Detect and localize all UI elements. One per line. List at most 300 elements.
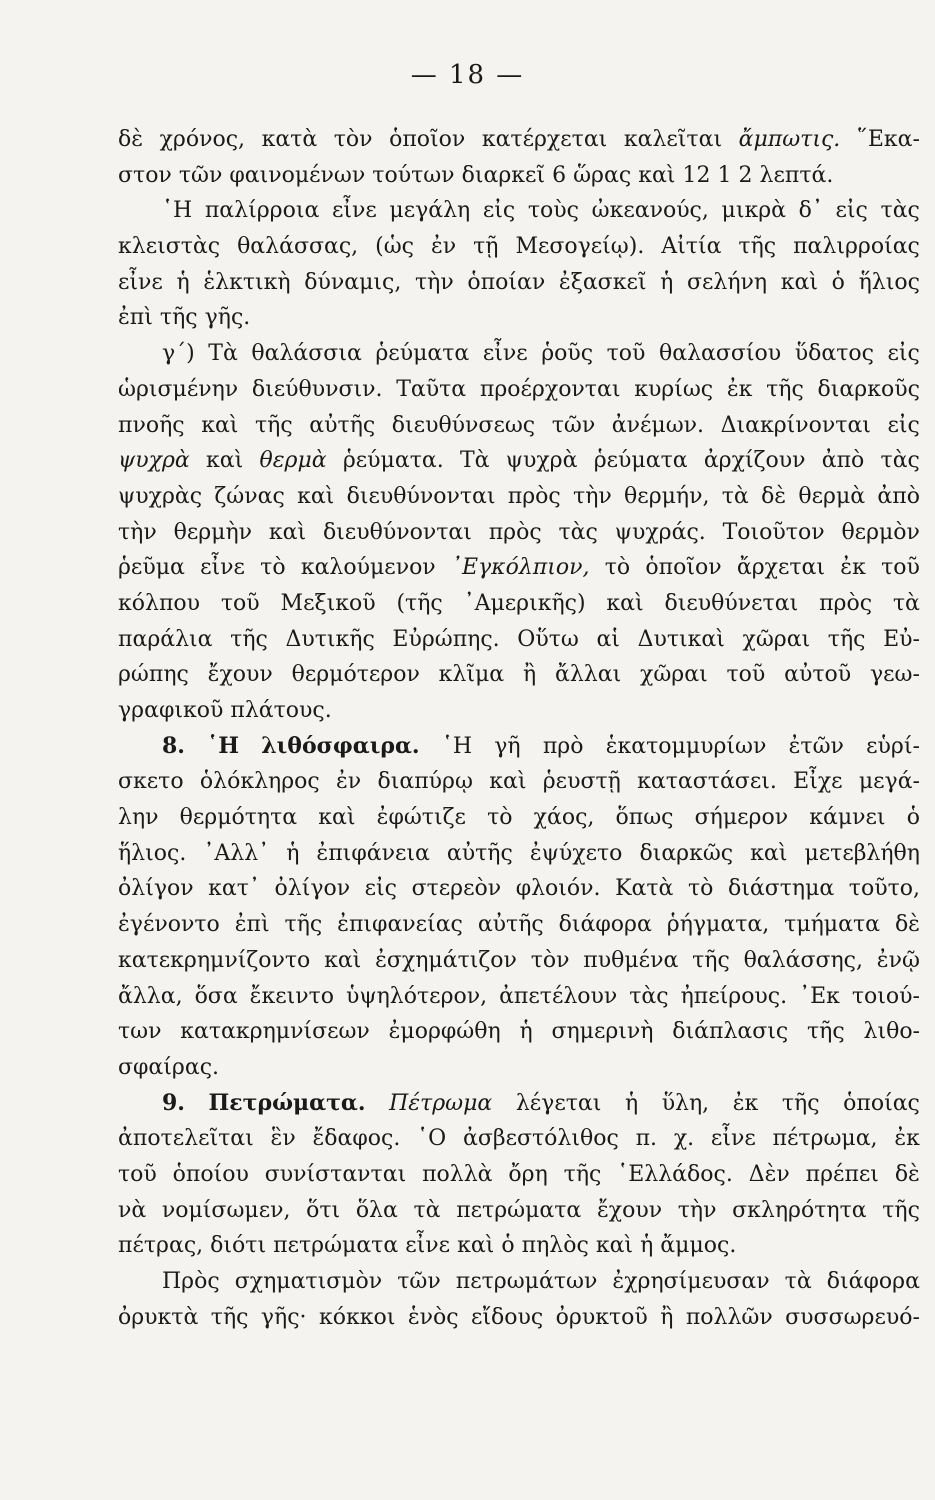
word: κατεκρημνίζοντο — [118, 947, 311, 973]
text-line — [118, 443, 920, 479]
word: παράλια — [118, 626, 213, 652]
word: εἶνε — [331, 198, 377, 224]
word: τῆς — [766, 376, 804, 402]
word: ὑψηλότερον, — [346, 983, 488, 1009]
word: πρὸς — [507, 483, 561, 509]
word: κάμνει — [809, 805, 886, 831]
word: αἱ — [596, 626, 620, 652]
word: παλίρροια — [204, 198, 320, 224]
word: εἶνε — [710, 1126, 756, 1152]
word: εἰς — [887, 341, 920, 367]
word: ῥεύματα — [375, 341, 470, 367]
word: τῶν — [397, 1269, 441, 1294]
word: 8. — [162, 732, 185, 759]
word: Δυτικαὶ — [637, 626, 725, 652]
word: ῾Η — [207, 732, 239, 759]
word: ὀλίγον — [118, 876, 194, 902]
word: ὠκεανούς, — [591, 198, 709, 224]
word: μεγάλη — [389, 198, 471, 224]
text-line — [118, 515, 920, 551]
word: ἐφώτιζε — [376, 805, 466, 831]
word: διαπύρῳ — [377, 769, 473, 795]
word: πολλῶν — [685, 1304, 773, 1330]
word: χ. — [673, 1126, 695, 1152]
word: Αἰτία — [661, 234, 722, 260]
word: δὲ — [118, 127, 144, 152]
word: εἶνε — [405, 1233, 451, 1259]
word: 6 — [552, 162, 567, 188]
word: ὅλα — [355, 1197, 398, 1223]
word: σημερινὴ — [551, 1019, 654, 1045]
word: Κατὰ — [615, 876, 674, 902]
word: ψυχρὰ — [505, 448, 578, 474]
word: πρὸς — [819, 590, 873, 616]
word: ὅπως — [615, 805, 674, 831]
word: ἀποτελεῖται — [118, 1126, 254, 1152]
word: τῆς — [284, 912, 323, 938]
word: διαρκεῖ — [461, 162, 546, 188]
word: γῆς· — [260, 1304, 307, 1330]
word: διότι — [210, 1233, 267, 1259]
word: ῥευστῇ — [542, 769, 621, 795]
word: νὰ — [118, 1197, 147, 1223]
word: γ΄) — [162, 341, 195, 367]
word: ἔδαφος. — [312, 1126, 401, 1152]
word: ῞Εκα- — [856, 127, 920, 152]
word: τὰς — [880, 448, 920, 474]
text-line — [118, 122, 920, 158]
word: τῆς — [210, 1304, 249, 1330]
word: καταστάσει. — [637, 769, 777, 795]
word: 12 — [682, 162, 711, 188]
word: τὴν — [677, 1197, 717, 1223]
word: ψυχρὰς — [118, 483, 203, 509]
word: προέρχονται — [479, 376, 621, 402]
word: στον — [118, 162, 172, 188]
text-line — [118, 550, 920, 586]
word: ᾿Αμερικῆς) — [463, 590, 586, 616]
word: τοῦτο, — [848, 876, 920, 902]
word: ᾿Εγκόλπιον, — [450, 555, 590, 581]
word: πετρωμάτων — [455, 1269, 598, 1294]
word: Δὲν — [748, 1161, 790, 1187]
word: τοῦ — [726, 662, 766, 688]
word: ζώνας — [214, 483, 285, 509]
word: ψυχρὰ — [118, 448, 190, 474]
word: ἐνῷ — [876, 947, 920, 973]
word: Τοιοῦτον — [722, 519, 825, 545]
word: ἔκειντο — [249, 983, 335, 1009]
word: καὶ — [750, 840, 788, 866]
word: γῆς. — [204, 305, 251, 331]
text-line — [118, 622, 920, 658]
word: τοῦ — [881, 555, 920, 581]
word: λέγεται — [515, 1090, 602, 1116]
word: ῥεύματα — [593, 448, 688, 474]
word: πετρώματα — [273, 1233, 399, 1259]
word: λιθο- — [863, 1019, 920, 1045]
word: γῆ — [494, 733, 521, 759]
word: αὐτῆς — [446, 840, 513, 866]
word: εἶνε — [200, 555, 245, 581]
word: τῆς — [807, 1019, 845, 1045]
word: π. — [635, 1126, 658, 1152]
word: ὅσα — [194, 983, 238, 1009]
word: θερμὴν — [173, 519, 253, 545]
text-line — [118, 193, 920, 229]
word: ἥλιος. — [118, 840, 187, 866]
word: εἰς — [835, 198, 868, 224]
word: καὶ — [780, 269, 818, 295]
word: λην — [118, 805, 159, 831]
word: δὲ — [894, 1161, 920, 1187]
word: θαλάσσης, — [743, 947, 863, 973]
word: πρὸς — [488, 519, 542, 545]
word: πλάτους. — [230, 698, 332, 723]
word: ἐκ — [726, 376, 753, 402]
word: ἐν — [336, 769, 362, 795]
word: τῇ — [473, 234, 499, 260]
word: ὡρισμένην — [118, 376, 239, 402]
word: ῾Ο — [417, 1126, 447, 1152]
word: διάφορα — [826, 1269, 920, 1294]
text-line — [118, 979, 920, 1015]
word: ὀλίγον — [274, 876, 351, 902]
word: τὰ — [784, 1269, 812, 1294]
text-line — [118, 1050, 920, 1086]
word: ἐκ — [840, 555, 866, 581]
word: ἐπὶ — [118, 305, 153, 331]
word: ἄλλαι — [554, 662, 622, 688]
word: ὁποίας — [843, 1090, 920, 1116]
word: ῾Η — [162, 198, 193, 224]
word: Τὰ — [208, 341, 238, 367]
word: ἄμπωτις. — [738, 127, 841, 152]
word: τὸ — [487, 805, 513, 831]
word: ὁποῖον — [389, 127, 466, 152]
text-line — [118, 657, 920, 693]
word: ὅτι — [306, 1197, 341, 1223]
word: ὁποίου — [172, 1161, 249, 1187]
word: ἡ — [519, 1019, 533, 1045]
word: καὶ — [324, 947, 362, 973]
word: ἀνέμων. — [611, 412, 705, 438]
word: θαλάσσια — [251, 341, 362, 367]
word: σήμερον — [694, 805, 789, 831]
word: γραφικοῦ — [118, 698, 224, 723]
word: τῆς — [692, 947, 730, 973]
word: τὸ — [687, 876, 714, 902]
word: ἀπὸ — [821, 448, 865, 474]
word: παλιρροίας — [793, 234, 920, 260]
word: φλοιόν. — [515, 876, 601, 902]
word: καὶ — [457, 1233, 495, 1259]
text-line — [118, 336, 920, 372]
word: κόλπου — [118, 590, 201, 616]
text-line — [118, 943, 920, 979]
word: ἡ — [286, 840, 300, 866]
word: κατέρχεται — [481, 127, 608, 152]
word: 9. — [162, 1089, 185, 1116]
word: καὶ — [201, 412, 239, 438]
word: τμήματα — [784, 912, 880, 938]
word: καλούμενον — [300, 555, 436, 581]
word: αὐτοῦ — [784, 662, 852, 688]
word: διάφορα — [558, 912, 652, 938]
word: εἶνε — [482, 341, 528, 367]
body-text — [118, 122, 920, 1335]
word: ἐχρησίμευσαν — [612, 1269, 770, 1294]
word: τῆς — [255, 412, 293, 438]
word: ἢ — [522, 662, 537, 688]
word: ψυχράς. — [614, 519, 706, 545]
text-line — [118, 729, 920, 765]
word: ῥεύματα. — [342, 448, 444, 474]
word: τὰς — [880, 198, 920, 224]
word: κλειστὰς — [118, 234, 221, 260]
word: ἥλιος — [858, 269, 920, 295]
word: ἐψύχετο — [529, 840, 623, 866]
word: διάπλασις — [672, 1019, 789, 1045]
word: νομίσωμεν, — [161, 1197, 291, 1223]
word: Πετρώματα. — [208, 1089, 366, 1116]
word: θερμήν, — [624, 483, 710, 509]
word: ἑλκτικὴ — [203, 269, 291, 295]
word: ᾿Αλλ᾿ — [203, 840, 270, 866]
word: τὰ — [721, 483, 749, 509]
text-line — [118, 300, 920, 336]
word: ἡ — [640, 1233, 654, 1259]
word: ἠπείρους. — [680, 983, 788, 1009]
word: τοῦ — [118, 1161, 157, 1187]
word: χῶραι — [742, 626, 811, 652]
text-line — [118, 1086, 920, 1122]
word: τῆς — [827, 626, 866, 652]
word: εἰς — [364, 876, 398, 902]
word: ἐπιφανείας — [337, 912, 463, 938]
word: ἄλλα, — [118, 983, 183, 1009]
word: χάος, — [533, 805, 595, 831]
text-line — [118, 764, 920, 800]
word: πολλὰ — [422, 1161, 493, 1187]
word: διαρκοῦς — [817, 376, 920, 402]
word: τὸν — [333, 127, 373, 152]
word: καὶ — [606, 590, 644, 616]
text-line — [118, 372, 920, 408]
word: ἄρχεται — [736, 555, 826, 581]
word: καὶ — [297, 483, 335, 509]
word: καὶ — [489, 769, 527, 795]
word: τοῦ — [220, 590, 260, 616]
word: τῶν — [551, 412, 596, 438]
word: καὶ — [318, 805, 356, 831]
word: διευθύνεται — [664, 590, 799, 616]
word: ῾Ελλάδος. — [617, 1161, 733, 1187]
text-line — [118, 408, 920, 444]
word: ἐγένοντο — [118, 912, 220, 938]
word: εἰς — [887, 412, 920, 438]
word: ὁ — [906, 805, 920, 831]
word: Πέτρωμα — [389, 1090, 493, 1116]
word: θαλάσσας, — [237, 234, 359, 260]
word: Εὐρώπης. — [392, 626, 500, 652]
word: ὕλη, — [661, 1090, 710, 1116]
word: στερεὸν — [411, 876, 502, 902]
text-line — [118, 693, 920, 729]
word: ἄμμος. — [660, 1233, 737, 1259]
word: ἓν — [270, 1126, 296, 1152]
word: θερμὰ — [259, 448, 327, 474]
word: ἡ — [624, 1090, 639, 1116]
word: εὑρί- — [866, 733, 920, 759]
text-line — [118, 158, 920, 194]
word: θερμὰ — [798, 483, 866, 509]
word: τοὺς — [527, 198, 579, 224]
word: τὰ — [413, 1197, 441, 1223]
word: κατ᾿ — [208, 876, 260, 902]
word: θαλασσίου — [658, 341, 782, 367]
word: Δυτικῆς — [285, 626, 375, 652]
word: εἰς — [482, 198, 516, 224]
word: τὰς — [629, 983, 669, 1009]
text-line — [118, 229, 920, 265]
word: τὸ — [604, 555, 631, 581]
word: Μεσογείῳ). — [515, 234, 645, 260]
word: ἢ — [660, 1304, 674, 1330]
word: χρόνος, — [159, 127, 246, 152]
word: καὶ — [205, 448, 244, 474]
word: τὰ — [892, 590, 920, 616]
word: τῆς — [563, 1161, 602, 1187]
word: ἐτῶν — [788, 733, 844, 759]
text-line — [118, 265, 920, 301]
word: Διακρίνονται — [720, 412, 871, 438]
word: διευθύνονται — [346, 483, 496, 509]
word: λεπτά. — [759, 162, 834, 188]
text-line — [118, 871, 920, 907]
word: κυρίως — [634, 376, 714, 402]
text-line — [118, 800, 920, 836]
word: τῆς — [781, 1090, 820, 1116]
word: ἔχουν — [207, 662, 273, 688]
word: διευθύνσεως — [391, 412, 536, 438]
word: ρώπης — [118, 662, 189, 688]
word: τὰς — [558, 519, 598, 545]
word: ἀπὸ — [877, 483, 920, 509]
text-line — [118, 1121, 920, 1157]
word: τὸ — [260, 555, 286, 581]
word: πρὸ — [542, 733, 584, 759]
word: ἐσχημάτιζον — [375, 947, 517, 973]
word: ὀρυκτοῦ — [555, 1304, 648, 1330]
word: γεω- — [869, 662, 920, 688]
word: διεύθυνσιν. — [251, 376, 383, 402]
word: τὴν — [118, 519, 157, 545]
word: ἐπὶ — [234, 912, 270, 938]
text-line — [118, 1157, 920, 1193]
word: Οὕτω — [517, 626, 579, 652]
word: ἐπιφάνεια — [316, 840, 430, 866]
word: ῾Η — [441, 733, 472, 759]
word: πέτρωμα, — [772, 1126, 878, 1152]
word: πρέπει — [805, 1161, 879, 1187]
word: πετρώματα — [456, 1197, 582, 1223]
word: τῆς — [738, 234, 777, 260]
word: ἑκατομμυρίων — [605, 733, 767, 759]
word: πηλὸς — [521, 1233, 589, 1259]
word: ἐξασκεῖ — [558, 269, 647, 295]
word: (ὡς — [375, 234, 414, 260]
word: Τὰ — [459, 448, 490, 474]
word: πυθμένα — [583, 947, 679, 973]
word: σχηματισμὸν — [234, 1269, 383, 1294]
word: Ταῦτα — [396, 376, 467, 402]
word: ὥρας — [573, 162, 632, 188]
word: ἀσβεστόλιθος — [462, 1126, 619, 1152]
word: 1 — [717, 162, 732, 188]
text-line — [118, 1300, 920, 1336]
word: τὸν — [530, 947, 570, 973]
word: ῥήγματα, — [666, 912, 770, 938]
word: ἐμορφώθη — [388, 1019, 501, 1045]
word: καὶ — [638, 162, 676, 188]
word: ἡ — [660, 269, 674, 295]
word: θερμότητα — [179, 805, 298, 831]
word: τὴν — [415, 269, 454, 295]
word: σελήνη — [687, 269, 768, 295]
word: ἐν — [430, 234, 457, 260]
word: Μεξικοῦ — [280, 590, 376, 616]
word: μικρὰ — [721, 198, 786, 224]
word: συσσωρευό- — [785, 1304, 920, 1330]
word: καλεῖται — [623, 127, 723, 152]
text-line — [118, 907, 920, 943]
page-number: — 18 — — [410, 60, 525, 90]
word: αὐτῆς — [477, 912, 544, 938]
word: κλῖμα — [438, 662, 505, 688]
word: θερμὸν — [841, 519, 920, 545]
text-line — [118, 1193, 920, 1229]
word: ῥοῦς — [541, 341, 594, 367]
word: μετεβλήθη — [804, 840, 920, 866]
word: ἀρχίζουν — [703, 448, 806, 474]
text-line — [118, 479, 920, 515]
word: φαινομένων — [229, 162, 366, 188]
word: αὐτῆς — [309, 412, 376, 438]
word: ᾿Εκ — [799, 983, 840, 1009]
word: διάστημα — [727, 876, 835, 902]
word: καὶ — [268, 519, 307, 545]
word: σκετο — [118, 769, 184, 795]
word: δὲ — [894, 912, 920, 938]
text-line — [118, 1264, 920, 1300]
word: Εὐ- — [883, 626, 920, 652]
word: (τῆς — [396, 590, 443, 616]
word: ἡ — [176, 269, 190, 295]
text-line — [118, 1228, 920, 1264]
word: ὄρη — [508, 1161, 548, 1187]
word: ὕδατος — [794, 341, 874, 367]
word: τοιού- — [851, 983, 920, 1009]
word: διαρκῶς — [639, 840, 734, 866]
word: ὁ — [831, 269, 845, 295]
word: δύναμις, — [304, 269, 402, 295]
word: τοῦ — [606, 341, 646, 367]
word: δ᾿ — [798, 198, 823, 224]
word: κόκκοι — [319, 1304, 396, 1330]
word: Εἶχε — [793, 769, 843, 795]
word: πνοῆς — [118, 412, 185, 438]
